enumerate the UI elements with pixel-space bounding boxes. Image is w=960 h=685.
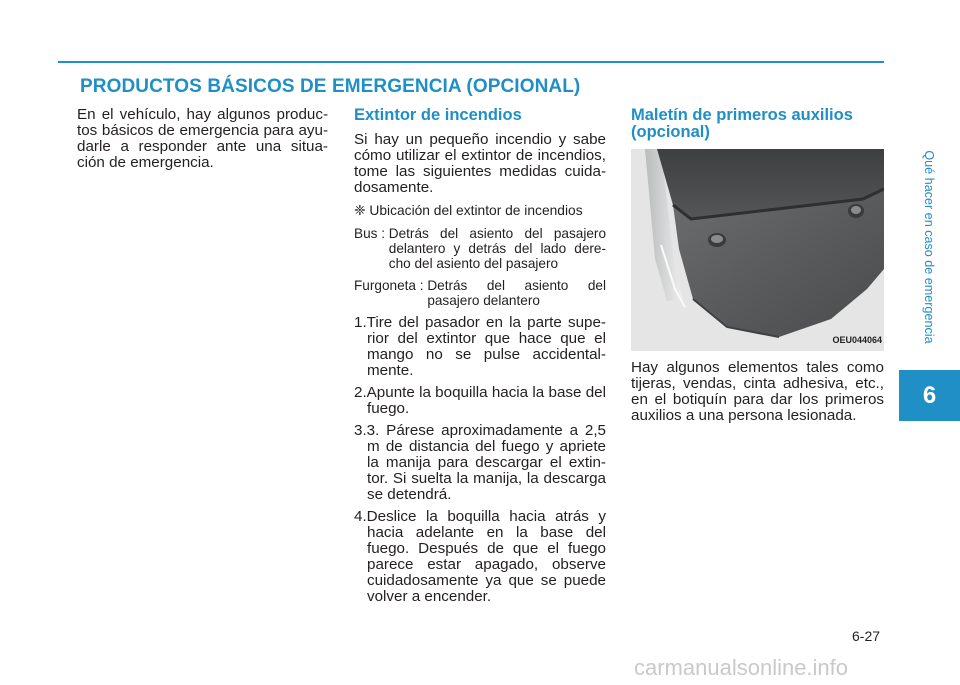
chapter-number: 6: [922, 381, 937, 409]
chapter-title: Qué hacer en caso de emergencia: [922, 150, 936, 344]
extinguisher-heading: Extintor de incendios: [354, 106, 522, 124]
step-item: 4.Deslice la boquilla hacia atrás y hacia adelante en la base del fuego. Después de que el fuego parece estar apagado, observe cuidadosamente ya que se puede volver a encender.: [354, 508, 606, 605]
step-item: 2.Apunte la boquilla hacia la base del fuego.: [354, 384, 606, 417]
section-title: PRODUCTOS BÁSICOS DE EMERGENCIA (OPCIONAL): [80, 76, 581, 97]
extinguisher-location-note: ❈ Ubicación del extintor de incendios: [354, 203, 583, 218]
location-item-van: [354, 278, 606, 308]
first-aid-heading: Maletín de primeros auxilios (opcional): [631, 106, 853, 141]
intro-text: En el vehículo, hay algunos produc-tos básicos de emergencia para ayu-darle a responder ante una situa-ción de emergencia.: [77, 106, 328, 171]
header-rule: [58, 61, 884, 63]
location-text: Detrás del asiento del pasajero delantero: [427, 278, 606, 308]
image-code: OEU044064: [832, 335, 882, 345]
step-item: 1.Tire del pasador en la parte supe-rior del extintor que hace que el mango no se pulse accidental-mente.: [354, 314, 606, 379]
intro-column: [77, 107, 328, 178]
first-aid-text: Hay algunos elementos tales como tijeras, vendas, cinta adhesiva, etc., en el botiquín para dar los primeros auxilios a una persona lesionada.: [631, 359, 884, 424]
location-label: Bus :: [354, 226, 389, 241]
extinguisher-column: [354, 107, 606, 611]
chapter-tab: [899, 370, 960, 421]
first-aid-column: [631, 107, 884, 431]
watermark: carmanualsonline.info: [634, 655, 849, 680]
page-number: 6-27: [852, 628, 881, 644]
location-item-bus: [354, 226, 606, 271]
first-aid-kit-photo: [631, 149, 884, 351]
location-text: Detrás del asiento del pasajero delantero y detrás del lado dere-cho del asiento del pasajero: [388, 226, 606, 271]
step-item: 3.3. Párese aproximadamente a 2,5 m de distancia del fuego y apriete la manija para descargar el extin-tor. Si suelta la manija, la descarga se detendrá.: [354, 422, 606, 503]
first-aid-kit-illustration: [631, 149, 884, 351]
extinguisher-intro: Si hay un pequeño incendio y sabe cómo utilizar el extintor de incendios, tome las siguientes medidas cuida-dosamente.: [354, 131, 606, 196]
location-label: Furgoneta :: [354, 278, 428, 293]
